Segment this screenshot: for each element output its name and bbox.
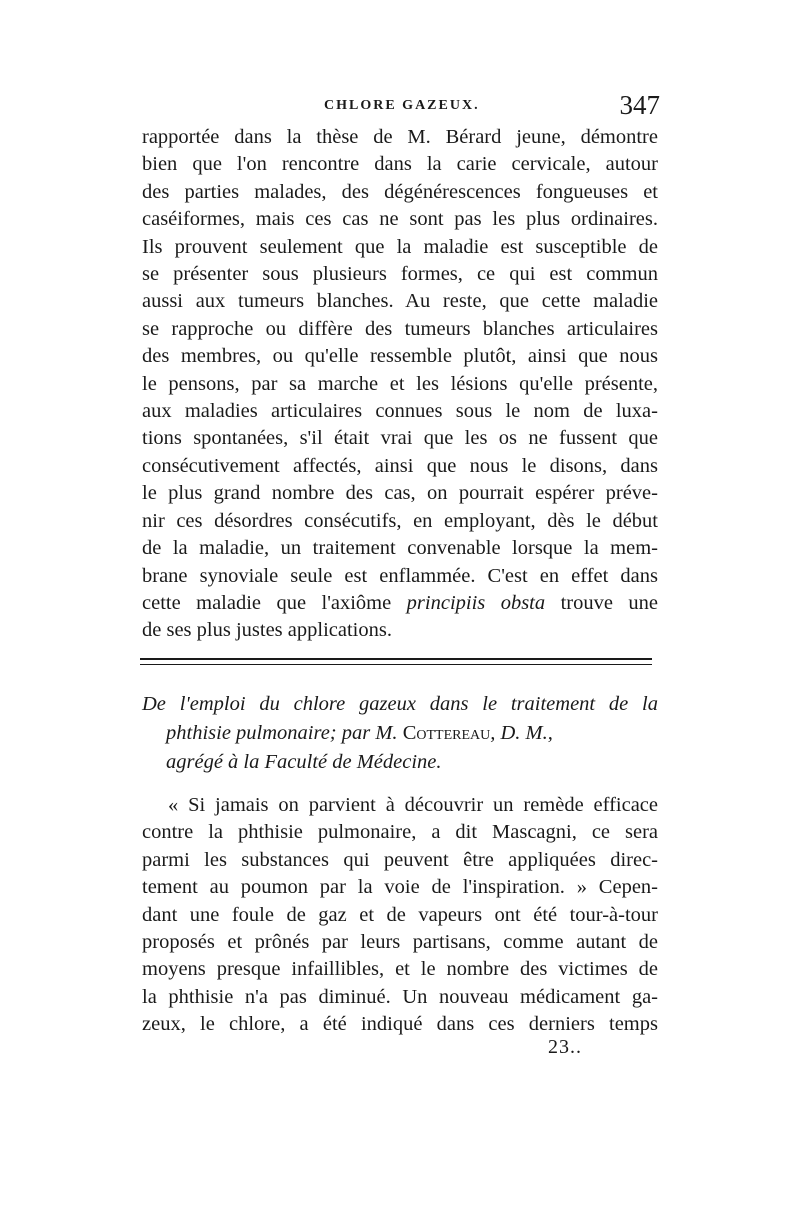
- text-line: de ses plus justes applications.: [142, 619, 392, 642]
- text-line: aux maladies articulaires connues sous le nom de luxa-: [142, 400, 658, 423]
- text-line: de la maladie, un traitement convenable lorsque la mem-: [142, 537, 658, 560]
- text-line: « Si jamais on parvient à découvrir un remède efficace: [168, 794, 658, 816]
- text-line: le plus grand nombre des cas, on pourrait espérer préve-: [142, 482, 658, 505]
- text-line: se rapproche ou diffère des tumeurs blanches articulaires: [142, 317, 658, 340]
- divider-rule-thick: [140, 658, 652, 660]
- text-segment: trouve une: [545, 591, 658, 614]
- text-line: aussi aux tumeurs blanches. Au reste, que cette maladie: [142, 290, 658, 313]
- text-line: le pensons, par sa marche et les lésions qu'elle présente,: [142, 372, 658, 395]
- latin-phrase: principiis obsta: [406, 591, 546, 614]
- author-name: Cottereau: [402, 722, 491, 744]
- text-line: consécutivement affectés, ainsi que nous le disons, dans: [142, 454, 658, 477]
- title-segment: phthisie pulmonaire; par M.: [166, 722, 403, 744]
- text-line: tement au poumon par la voie de l'inspiration. » Cepen-: [142, 876, 658, 899]
- author-degree: , D. M.,: [490, 722, 553, 744]
- text-line-latin-phrase: [142, 590, 658, 617]
- text-line: proposés et prônés par leurs partisans, comme autant de: [142, 931, 658, 954]
- text-line: rapportée dans la thèse de M. Bérard jeune, démontre: [142, 126, 658, 148]
- text-line: la phthisie n'a pas diminué. Un nouveau médicament ga-: [142, 985, 658, 1008]
- text-line: moyens presque infaillibles, et le nombre des victimes de: [142, 958, 658, 981]
- text-line: nir ces désordres consécutifs, en employant, dès le début: [142, 509, 658, 532]
- text-line: se présenter sous plusieurs formes, ce qui est commun: [142, 263, 658, 286]
- text-line: brane synoviale seule est enflammée. C'est en effet dans: [142, 564, 658, 587]
- text-line: caséiformes, mais ces cas ne sont pas les plus ordinaires.: [142, 208, 658, 231]
- text-line: tions spontanées, s'il était vrai que les os ne fussent que: [142, 427, 658, 450]
- title-line: agrégé à la Faculté de Médecine.: [166, 751, 442, 773]
- text-line: zeux, le chlore, a été indiqué dans ces derniers temps: [142, 1013, 658, 1036]
- running-title: CHLORE GAZEUX.: [324, 98, 480, 113]
- article-title: [142, 690, 658, 777]
- section-divider: [140, 658, 652, 669]
- text-line: bien que l'on rencontre dans la carie cervicale, autour: [142, 153, 658, 176]
- title-line: De l'emploi du chlore gazeux dans le traitement de la: [142, 693, 658, 715]
- text-segment: cette maladie que l'axiôme: [142, 591, 407, 614]
- title-line-author: [142, 719, 658, 748]
- paragraph-continuation: [142, 124, 658, 645]
- article-paragraph: [142, 792, 658, 1039]
- text-line: parmi les substances qui peuvent être appliquées direc-: [142, 848, 658, 871]
- signature-mark: 23..: [548, 1036, 582, 1058]
- running-head: [142, 90, 660, 124]
- text-line: contre la phthisie pulmonaire, a dit Mascagni, ce sera: [142, 821, 658, 844]
- text-line: des parties malades, des dégénérescences fongueuses et: [142, 180, 658, 203]
- text-line: Ils prouvent seulement que la maladie est susceptible de: [142, 235, 658, 258]
- divider-rule-thin: [140, 664, 652, 665]
- text-line: dant une foule de gaz et de vapeurs ont été tour-à-tour: [142, 903, 658, 926]
- text-line: des membres, ou qu'elle ressemble plutôt, ainsi que nous: [142, 345, 658, 368]
- page-number: 347: [619, 90, 660, 120]
